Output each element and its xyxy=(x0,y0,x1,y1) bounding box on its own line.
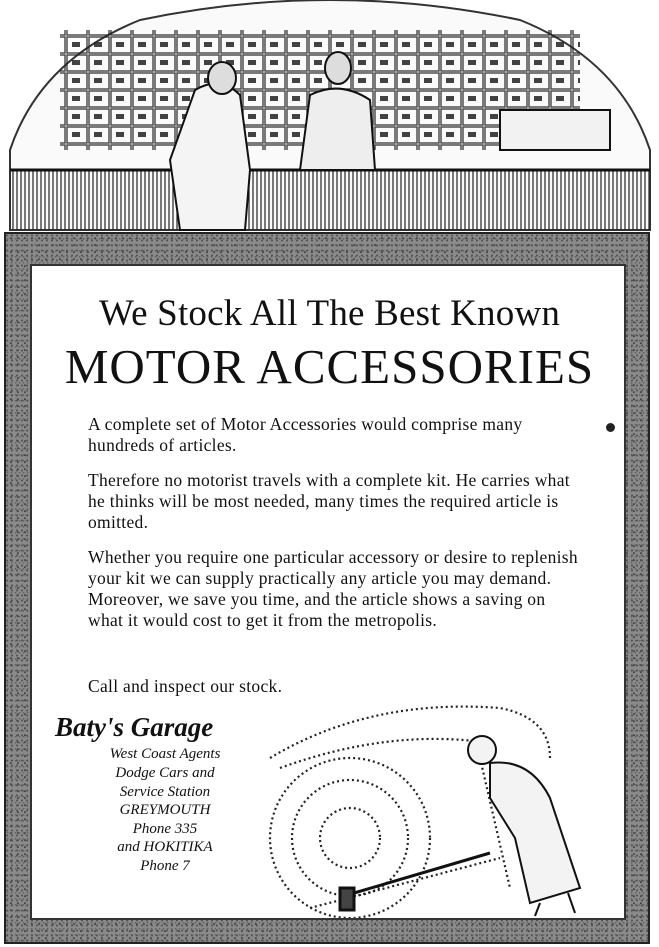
paragraph-3: Whether you require one particular accessory or desire to replenish your kit we can supply practically any article you may demand. Moreover, we save you time, and the article shows a saving on what it would cost to get it from the metropolis. xyxy=(88,547,578,630)
advertiser-phone2: Phone 7 xyxy=(140,858,190,874)
car-illustration xyxy=(250,688,630,918)
advertiser-town2: and HOKITIKA xyxy=(117,839,213,855)
advertiser-line2: Dodge Cars and xyxy=(115,765,215,781)
advertiser-line1: West Coast Agents xyxy=(109,746,221,762)
advertiser-town1: GREYMOUTH xyxy=(119,802,211,818)
headline-line2: MOTOR ACCESSORIES xyxy=(64,339,595,394)
advertiser-line3: Service Station xyxy=(119,784,211,800)
paragraph-4: Call and inspect our stock. xyxy=(88,676,283,696)
paragraph-2: Therefore no motorist travels with a complete kit. He carries what he thinks will be most needed, many times the required article is omitted. xyxy=(88,470,570,532)
paragraph-1: A complete set of Motor Accessories would comprise many hundreds of articles. xyxy=(88,414,523,455)
shop-illustration xyxy=(0,0,659,240)
advertiser-phone1: Phone 335 xyxy=(132,821,198,837)
headline-line1: We Stock All The Best Known xyxy=(98,293,561,334)
advertiser-name: Baty's Garage xyxy=(55,712,214,742)
bullet-dot-icon xyxy=(606,423,615,432)
